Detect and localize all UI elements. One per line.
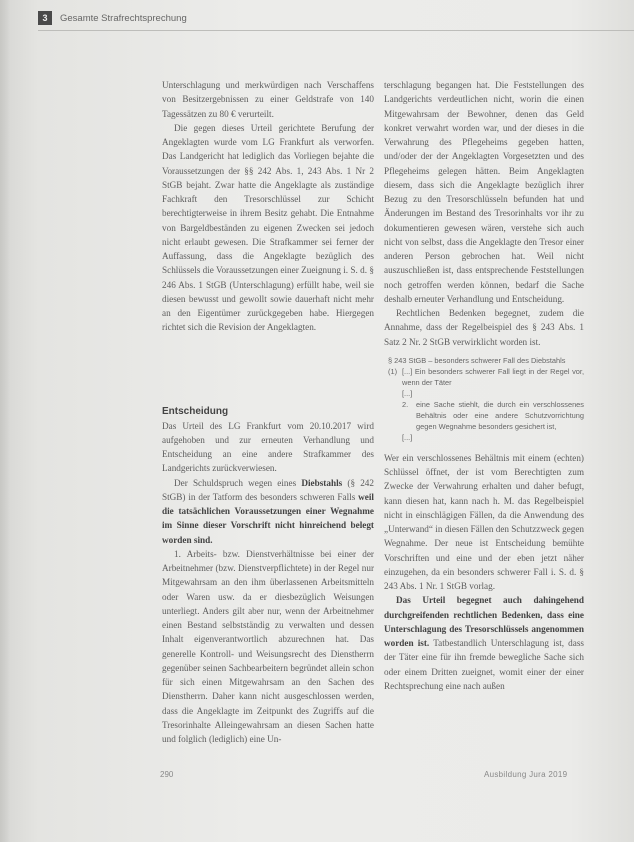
right-para-1: terschlagung begangen hat. Die Feststellungen des Landgerichts verdeutlichen nicht, worin die einen Mitgewahrsam der Bewohner, denen das Geld konkret verwahrt worden war, und der dieses in die Verwahrung des Pflegeheims gegeben hatten, und/oder der der Angeklagten Vorgesetzten und des Pflegeheims gelegen hätten. Beim Angeklagten diesem, dass sich die Angeklagte bezüglich ihrer Bezug zu den Tresorschlüsseln befunden hat und Änderungen im Bestand des Tresorinhalts vor ihr zu dokumentieren gewesen wären, verstehe sich auch nicht von selbst, dass die Angeklagte den Tresor einer anderen Person gebrochen hat. Weil nicht auszuschließen ist, dass entsprechende Feststellungen noch getroffen werden können, bedarf die Sache deshalb erneuter Verhandlung und Entscheidung. [384,80,584,304]
statute-line-1 [388,366,584,388]
statute-title: § 243 StGB – besonders schwerer Fall des Diebstahls [388,355,566,365]
section-number-badge: 3 [38,11,52,25]
statute-text-2: eine Sache stiehlt, die durch ein verschlossenes Behältnis oder eine andere Schutzvorrichtung gegen Wegnahme besonders gesichert ist, [416,399,584,431]
header-divider [38,30,634,31]
left-para-1: Unterschlagung und merkwürdigen nach Verschaffens von Besitzergebnissen zu einer Geldstrafe von 140 Tagessätzen zu 80 € verurteilt. [162,80,374,119]
statute-quote-box [388,355,584,443]
column-spacer [162,335,374,405]
statute-label-2: 2. [402,399,409,409]
right-para-4 [384,593,584,693]
left-column [162,78,374,746]
running-header-title: Gesamte Strafrechtsprechung [60,12,187,24]
left-para-4-text-a: Der Schuldspruch wegen eines [174,477,302,488]
running-header [38,9,634,27]
right-para-4-text: Tatbestandlich Unterschlagung ist, dass der Täter eine für ihn fremde bewegliche Sache sich oder einem Dritten zueignet, womit einer der einer Rechtsprechung eine nach außen [384,638,585,691]
publication-source: Ausbildung Jura 2019 [484,770,568,779]
section-heading: Entscheidung [162,405,229,417]
right-para-4-bold: Das Urteil begegnet auch dahingehend durchgreifenden rechtlichen Bedenken, dass eine Unterschlagung des Tresorschlüssels angenommen worden ist. [384,595,584,648]
left-para-5: 1. Arbeits- bzw. Dienstverhältnisse bei einer der Arbeitnehmer (bzw. Dienstverpflichtete) in der Regel nur Mitgewahrsam an den ihm überlassenen Arbeitsmitteln oder Waren usw. da er diesbezüglich Weisungen unterliegt. Anders gilt aber nur, wenn der Arbeitnehmer einen Bestand selbstständig zu verwalten und dessen Inhalt eigenverantwortlich abzurechnen hat. Das generelle Kontroll- und Weisungsrecht des Dienstherrn gegenüber seinen Sachbearbeitern begründet allein schon für sich einen Mitgewahrsam an den Sachen des Dienstherrn. Daher kann nicht ausgeschlossen werden, dass die Angeklagte im Zeitpunkt des Zugriffs auf die Tresorinhalte Alleingewahrsam an diesen Sachen hatte und folglich (lediglich) eine Un- [162,548,374,744]
left-para-2: Die gegen dieses Urteil gerichtete Berufung der Angeklagten wurde vom LG Frankfurt als verworfen. Das Landgericht hat lediglich das Vorliegen bejahte die Voraussetzungen der §§ 242 Abs. 1, 243 Abs. 1 Nr 2 StGB bejaht. Zwar hatte die Angeklagte als zuständige Fachkraft den Tresorschlüssel zur Schicht berechtigterweise in ihrem Besitz gehabt. Die Entnahme von Bargeldbeständen zu eigenen Zwecken sei jedoch nicht erlaubt gewesen. Die Strafkammer sei ferner der Auffassung, dass die Angeklagte bezüglich des Schlüssels die Voraussetzungen einer Zueignung i. S. d. § 246 Abs. 1 StGB (Unterschlagung) erfüllt habe, weil sie diesen bewusst und gewollt sowie dauerhaft nicht mehr an den Eigentümer zurückgegeben habe. Hiergegen richtet sich die Revision der Angeklagten. [162,122,374,333]
left-para-4-bold-a: Diebstahls [301,477,343,488]
right-column [384,78,584,693]
statute-ellipsis-1: [...] [402,388,413,398]
left-para-3: Das Urteil des LG Frankfurt vom 20.10.2017 wird aufgehoben und zur erneuten Verhandlung und Entscheidung an eine andere Strafkammer des Landgerichts zurückverwiesen. [162,420,374,474]
left-para-4-text-b: (§ 242 StGB) in der Tatform des besonders schweren Falls [162,477,374,502]
page-number: 290 [160,770,174,779]
right-para-2: Rechtlichen Bedenken begegnet, zudem die Annahme, dass der Regelbeispiel des § 243 Abs. 1 Satz 2 Nr. 2 StGB verwirklicht worden ist. [384,308,584,347]
right-para-3: Wer ein verschlossenes Behältnis mit einem (echten) Schlüssel öffnet, der ist vom Berechtigten zum Zwecke der Verwahrung erhalten und daher befugt, kann diesen hat, kann nach h. M. das Regelbeispiel nicht in einschlägigen Fällen, da die Anwendung des „Unterwand“ in diesen Fällen den Schutzzweck gegen Wegnahme. Der neue ist Entscheidung bemühte Vorschriften und eine und der eben jetzt näher einzugehen, da ein besonders schwerer Fall i. S. d. § 243 Abs. 1 Nr. 1 StGB vorlag. [384,452,585,591]
statute-line-2 [388,399,584,432]
statute-text-1: [...] Ein besonders schwerer Fall liegt in der Regel vor, wenn der Täter [402,366,584,387]
left-para-4-bold-b: weil die tatsächlichen Voraussetzungen einer Wegnahme im Sinne dieser Vorschrift nicht hinreichend belegt worden sind. [162,491,374,545]
left-para-4 [162,476,374,547]
page-binding-shadow [0,0,10,842]
statute-label-1: (1) [388,366,398,376]
statute-ellipsis-2: [...] [402,432,413,442]
